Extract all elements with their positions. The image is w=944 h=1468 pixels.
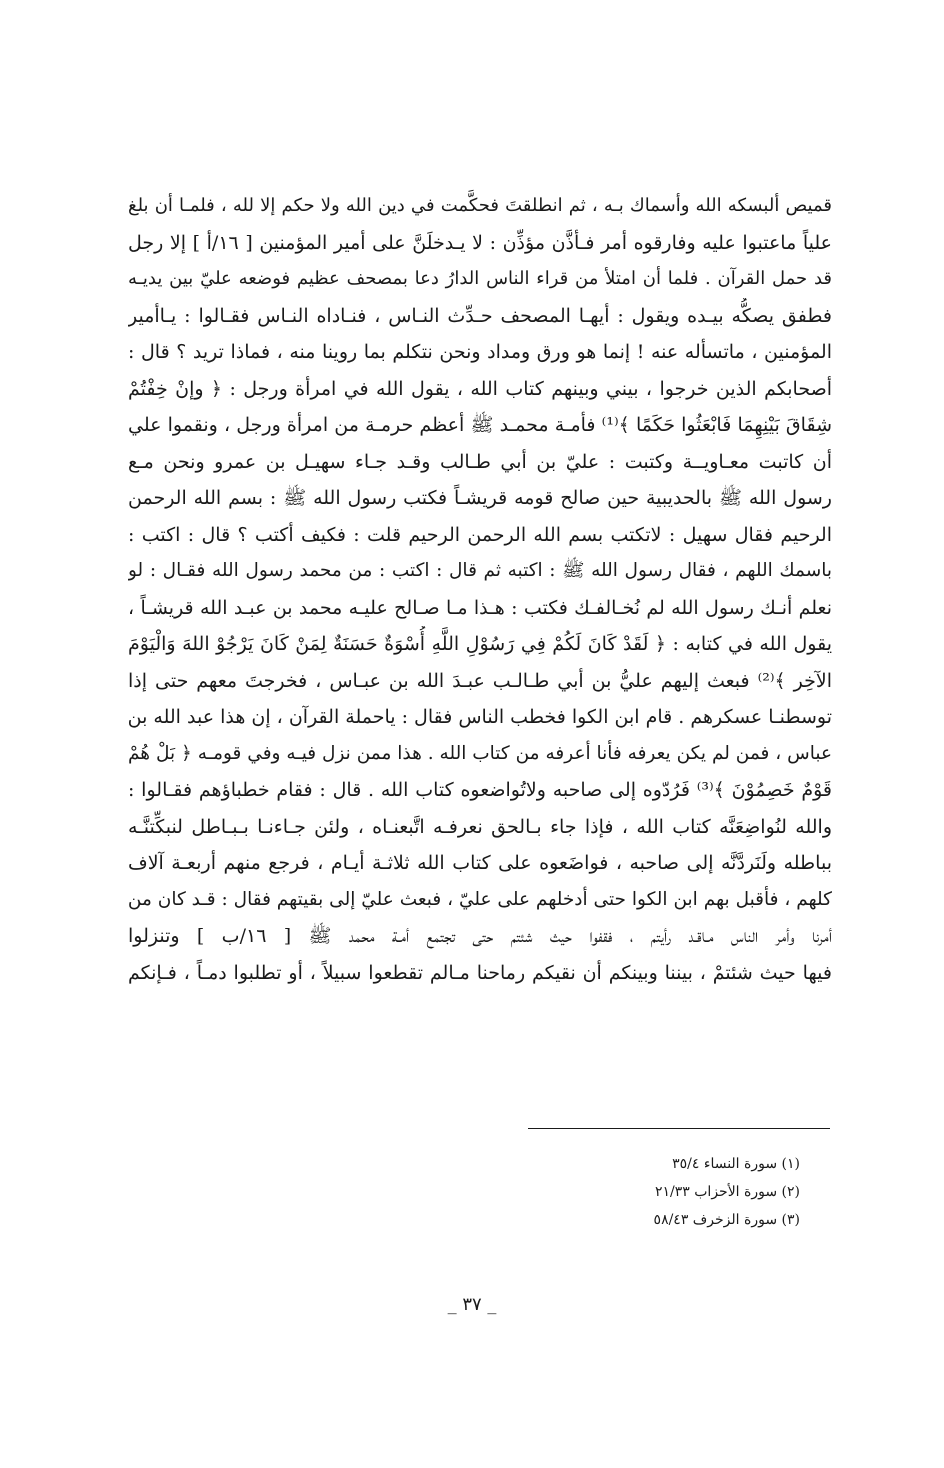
text-line: يقول الله في كتابه : ﴿ لَقَدْ كَانَ لَكُمْ فِي رَسُوْلِ اللَّهِ أُسْوَةٌ حَسَنَةٌ لِمَنْ كَانَ يَرْجُوْ اللهَ وَالْيَوْمَ	[128, 633, 832, 655]
text-line: عباس ، فمن لم يكن يعرفه فأنا أعرفه من كتاب الله . هذا ممن نزل فيـه وفي قومـه ﴿ بَلْ هُمْ	[128, 742, 832, 764]
text-line: المؤمنين ، ماتسأله عنه ! إنما هو ورق ومداد ونحن نتكلم بما روينا منه ، فماذا تريد ؟ قال :	[128, 341, 832, 363]
text-line: باسمك اللهم ، فقال رسول الله ﷺ : اكتبه ثم قال : اكتب : من محمد رسول الله فقـال : لو	[128, 560, 832, 581]
text-line: الآخِر ﴾⁽²⁾ فبعث إليهم عليُّ بن أبي طـالـب عبـدَ الله بن عبـاس ، فخرجتَ معهم حتى إذا	[128, 669, 832, 692]
footnote-divider	[528, 1128, 830, 1129]
text-line: قميص ألبسكه الله وأسماك بـه ، ثم انطلقتَ فحكَّمت في دين الله ولا حكم إلا لله ، فلمـا أن بلغ	[128, 195, 832, 216]
footnote-1: (١) سورة النساء ٣٥/٤	[672, 1156, 800, 1172]
text-line: الرحيم فقال سهيل : لاتكتب بسم الله الرحمن الرحيم قلت : فكيف أكتب ؟ قال : اكتب :	[128, 523, 832, 546]
text-line: شِقَاقَ بَيْنِهِمَا فَابْعَثُوا حَكَمًا ﴾⁽¹⁾ فأمـة محمـد ﷺ أعظم حرمـة من امرأة ورجل ، ونقموا علي	[128, 414, 832, 436]
main-text-block	[128, 188, 832, 991]
text-line: أن كاتبت معـاويــة وكتبت : عليّ بن أبي طـالب وقـد جـاء سهيـل بن عمرو ونحن مـع	[128, 450, 832, 473]
footnote-3: (٣) سورة الزخرف ٥٨/٤٣	[653, 1212, 800, 1228]
text-line: فيها حيث شئتمْ ، بيننا وبينكم أن نقيكم رماحنا مـالم تقطعوا سبيلاً ، أو تطلبوا دمـاً ، فـإنكم	[128, 961, 832, 984]
footnotes-block	[500, 1150, 800, 1234]
text-line: علياً ماعتبوا عليه وفارقوه أمر فـأذَّن مؤذِّن : لا يـدخلَنَّ على أمير المؤمنين [ ١٦/أ ] إلا رجل	[128, 231, 832, 254]
text-line: توسطنـا عسكرهم . قام ابن الكوا فخطب الناس فقال : ياحملة القرآن ، إن هذا عبد الله بن	[128, 706, 832, 728]
text-line: أصحابكم الذين خرجوا ، بيني وبينهم كتاب الله ، يقول الله في امرأة ورجل : ﴿ وإنْ خِفْتُمْ	[128, 377, 832, 400]
text-line: والله لنُواضِعَنَّه كتاب الله ، فإذا جاء بـالحق نعرفـه اتَّبعنـاه ، ولئن جـاءنـا بـبـاطل لنبكِّتنَّـه	[128, 815, 832, 838]
text-line: قَوْمٌ خَصِمُوْنَ ﴾⁽³⁾ فَرُدّوه إلى صاحبه ولاتُواضعوه كتاب الله . قال : فقام خطباؤهم فقـالوا :	[128, 779, 832, 801]
footnote-2: (٢) سورة الأحزاب ٢١/٣٣	[655, 1184, 800, 1200]
text-line: قد حمل القرآن . فلما أن امتلأ من قراء الناس الدارُ دعا بمصحف عظيم فوضعه عليّ بين يديـه	[128, 268, 832, 289]
text-line: فطفق يصكُّه بيـده ويقول : أيهـا المصحف حـدِّث النـاس ، فنـاداه النـاس فقـالوا : يـاأمير	[128, 304, 832, 327]
text-line: أمرنا وأمر الناس مـاقـد رأيتم ، فقفوا حيث شئتم حتى تجتمع أمـة محمد ﷺ [ ١٦/ب ] وتنزلوا	[128, 925, 832, 947]
text-line: بباطله ولَنَردَّنَّه إلى صاحبه ، فواضَعوه على كتاب الله ثلاثـة أيـام ، فرجع منهم أربعـة آلاف	[128, 852, 832, 874]
page-number: _ ٣٧ _	[447, 1294, 497, 1315]
text-line: كلهم ، فأقبل بهم ابن الكوا حتى أدخلهم على عليّ ، فبعث عليّ إلى بقيتهم فقال : قـد كان من	[128, 888, 832, 910]
text-line: رسول الله ﷺ بالحديبية حين صالح قومه قريشـاً فكتب رسول الله ﷺ : بسم الله الرحمن	[128, 487, 832, 509]
text-line: نعلم أنـك رسول الله لم نُخـالفـك فكتب : هـذا مـا صـالح عليـه محمد بن عبـد الله قريشـاً ،	[128, 596, 832, 619]
